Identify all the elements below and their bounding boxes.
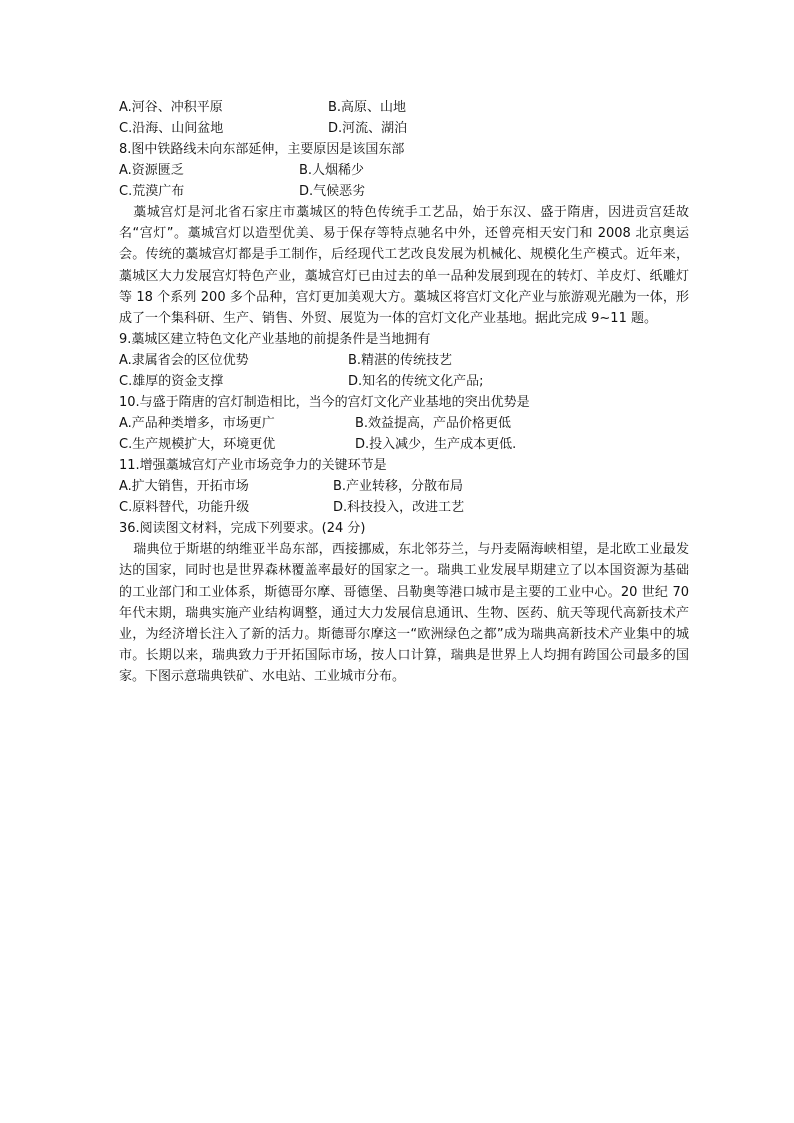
q11-options-row-1 — [119, 476, 689, 497]
q9-option-c: C.雄厚的资金支撑 — [119, 374, 224, 390]
q8-stem: 8.图中铁路线未向东部延伸，主要原因是该国东部 — [119, 142, 405, 157]
q8-option-c: C.荒漠广布 — [119, 184, 185, 199]
question-content — [119, 97, 689, 688]
q11-option-a: A.扩大销售，开拓市场 — [119, 479, 249, 495]
q9-option-b: B.精湛的传统技艺 — [348, 353, 453, 369]
passage-sweden-text: 瑞典位于斯堪的纳维亚半岛东部，西接挪威，东北邻芬兰，与丹麦隔海峡相望，是北欧工业最发达的国家，同时也是世界森林覆盖率最好的国家之一。瑞典工业发展早期建立了以本国资源为基础的工业部门和工业体系，斯德哥尔摩、哥德堡、吕勒奥等港口城市是主要的工业中心。20 世纪 70 年代末期，瑞典实施产业结构调整，通过大力发展信息通讯、生物、医药、航天等现代高新技术产业，为经济增长注入了新的活力。斯德哥尔摩这一“欧洲绿色之都”成为瑞典高新技术产业集中的城市。长期以来，瑞典致力于开拓国际市场，按人口计算，瑞典是世界上人均拥有跨国公司最多的国家。下图示意瑞典铁矿、水电站、工业城市分布。 — [119, 542, 689, 685]
q10-options-row-1 — [119, 413, 689, 434]
q9-stem: 9.藁城区建立特色文化产业基地的前提条件是当地拥有 — [119, 332, 431, 348]
q7-option-d: D.河流、湖泊 — [328, 121, 408, 136]
q9-option-d: D.知名的传统文化产品; — [348, 374, 484, 390]
q10-option-b: B.效益提高，产品价格更低 — [355, 416, 512, 432]
q10-option-c: C.生产规模扩大，环境更优 — [119, 437, 276, 453]
q9-option-a: A.隶属省会的区位优势 — [119, 353, 249, 369]
q11-option-c: C.原料替代，功能升级 — [119, 500, 250, 516]
q36-stem: 36.阅读图文材料，完成下列要求。(24 分) — [119, 521, 366, 537]
q10-option-a: A.产品种类增多，市场更广 — [119, 416, 275, 432]
q8-option-b: B.人烟稀少 — [299, 163, 365, 178]
q11-options-row-2 — [119, 497, 689, 518]
q10-stem: 10.与盛于隋唐的宫灯制造相比，当今的宫灯文化产业基地的突出优势是 — [119, 395, 530, 411]
q10-options-row-2 — [119, 434, 689, 455]
q8-option-a: A.资源匮乏 — [119, 163, 184, 178]
passage-gaocheng-text: 藁城宫灯是河北省石家庄市藁城区的特色传统手工艺品，始于东汉、盛于隋唐，因进贡宫廷故名“宫灯”。藁城宫灯以造型优美、易于保存等特点驰名中外，还曾亮相天安门和 2008 北京奥运会。传统的藁城宫灯都是手工制作，后经现代工艺改良发展为机械化、规模化生产模式。近年来，藁城区大力发展宫灯特色产业，藁城宫灯已由过去的单一品种发展到现在的转灯、羊皮灯、纸雕灯等 18 个系列 200 多个品种，宫灯更加美观大方。藁城区将宫灯文化产业与旅游观光融为一体，形成了一个集科研、生产、销售、外贸、展览为一体的宫灯文化产业基地。据此完成 9~11 题。 — [119, 205, 689, 327]
q7-option-a: A.河谷、冲积平原 — [119, 100, 223, 115]
q8-option-d: D.气候恶劣 — [299, 184, 366, 199]
q10-option-d: D.投入减少，生产成本更低. — [355, 437, 517, 453]
passage-sweden — [119, 539, 689, 687]
passage-gaocheng-lantern — [119, 202, 689, 329]
q7-options-row-1 — [119, 97, 689, 118]
q7-option-b: B.高原、山地 — [328, 100, 407, 115]
q7-options-row-2 — [119, 118, 689, 139]
q11-option-d: D.科技投入，改进工艺 — [333, 500, 465, 516]
q9-options-row-2 — [119, 371, 689, 392]
q7-option-c: C.沿海、山间盆地 — [119, 121, 224, 136]
q8-options-row-1 — [119, 160, 689, 181]
q11-stem: 11.增强藁城宫灯产业市场竞争力的关键环节是 — [119, 458, 387, 474]
q9-options-row-1 — [119, 350, 689, 371]
q11-option-b: B.产业转移，分散布局 — [333, 479, 464, 495]
q8-options-row-2 — [119, 181, 689, 202]
